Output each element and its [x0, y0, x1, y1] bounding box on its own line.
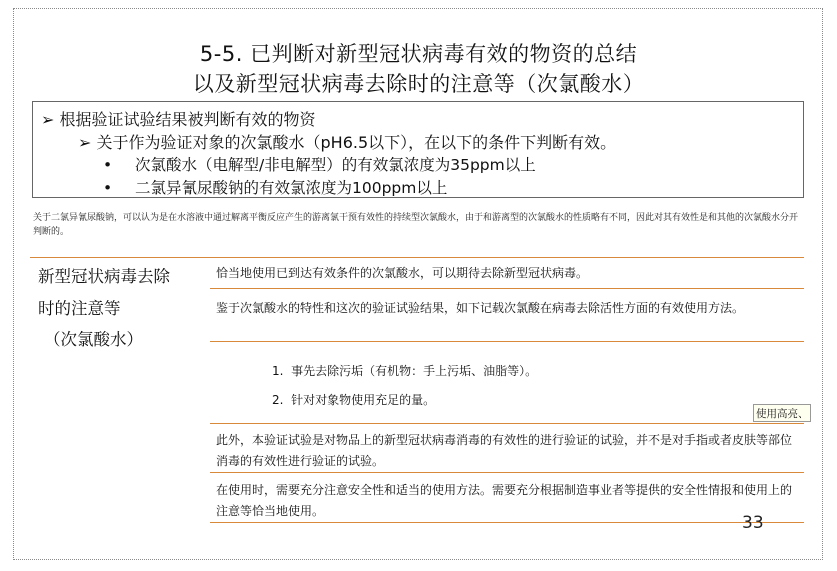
slide-title-line2: 以及新型冠状病毒去除时的注意等（次氯酸水） [192, 72, 645, 96]
summary-bullet [103, 176, 447, 198]
precautions-heading-line3: （次氯酸水） [44, 330, 143, 349]
summary-subheading-text: 关于作为验证对象的次氯酸水（pH6.5以下），在以下的条件下判断有效。 [96, 133, 617, 152]
precautions-heading-line1: 新型冠状病毒去除 [38, 267, 170, 286]
precaution-row-4: 此外，本验证试验是对物品上的新型冠状病毒消毒的有效性的进行验证的试验，并不是对手指或者皮肤等部位消毒的有效性进行验证的试验。 [216, 433, 793, 468]
summary-bullet [103, 153, 536, 175]
step-item [272, 362, 537, 379]
dot-bullet-icon: • [103, 179, 113, 197]
arrow-bullet-icon: ➢ [78, 133, 97, 152]
dot-bullet-icon: • [103, 156, 113, 174]
summary-subheading [78, 130, 616, 153]
precaution-row-2: 鉴于次氯酸水的特性和这次的验证试验结果，如下记载次氯酸在病毒去除活性方面的有效使用方法。 [216, 301, 745, 315]
summary-heading-text: 根据验证试验结果被判断有效的物资 [59, 110, 316, 129]
highlight-tooltip[interactable]: 使用高亮、 [753, 404, 811, 422]
page-number: 33 [742, 513, 764, 533]
arrow-bullet-icon: ➢ [41, 110, 60, 129]
divider [210, 472, 804, 473]
summary-heading [41, 107, 316, 130]
step-text: 事先去除污垢（有机物：手上污垢、油脂等）。 [291, 364, 538, 378]
divider [30, 257, 804, 258]
summary-bullet-text: 二氯异氰尿酸钠的有效氯浓度为100ppm以上 [135, 179, 448, 197]
step-item [272, 391, 435, 408]
divider [210, 423, 804, 424]
summary-box [32, 101, 804, 198]
step-number: 2. [272, 393, 284, 407]
precaution-row-5: 在使用时，需要充分注意安全性和适当的使用方法。需要充分根据制造事业者等提供的安全性情报和使用上的注意等恰当地使用。 [216, 483, 793, 518]
step-number: 1. [272, 364, 284, 378]
precautions-heading-line2: 时的注意等 [38, 299, 121, 318]
slide-title-line1: 5-5. 已判断对新型冠状病毒有效的物资的总结 [199, 42, 638, 66]
summary-bullet-text: 次氯酸水（电解型/非电解型）的有效氯浓度为35ppm以上 [135, 156, 536, 174]
divider [210, 522, 804, 523]
precaution-row-1: 恰当地使用已到达有效条件的次氯酸水，可以期待去除新型冠状病毒。 [216, 266, 589, 280]
footnote: 关于二氯异氰尿酸钠，可以认为是在水溶液中通过解离平衡反应产生的游离氯干预有效性的持续型次氯酸水，由于和游离型的次氯酸水的性质略有不同，因此对其有效性是和其他的次氯酸水分开判断的。 [33, 213, 799, 237]
step-text: 针对对象物使用充足的量。 [291, 393, 436, 407]
divider [210, 288, 804, 289]
divider [210, 341, 804, 342]
